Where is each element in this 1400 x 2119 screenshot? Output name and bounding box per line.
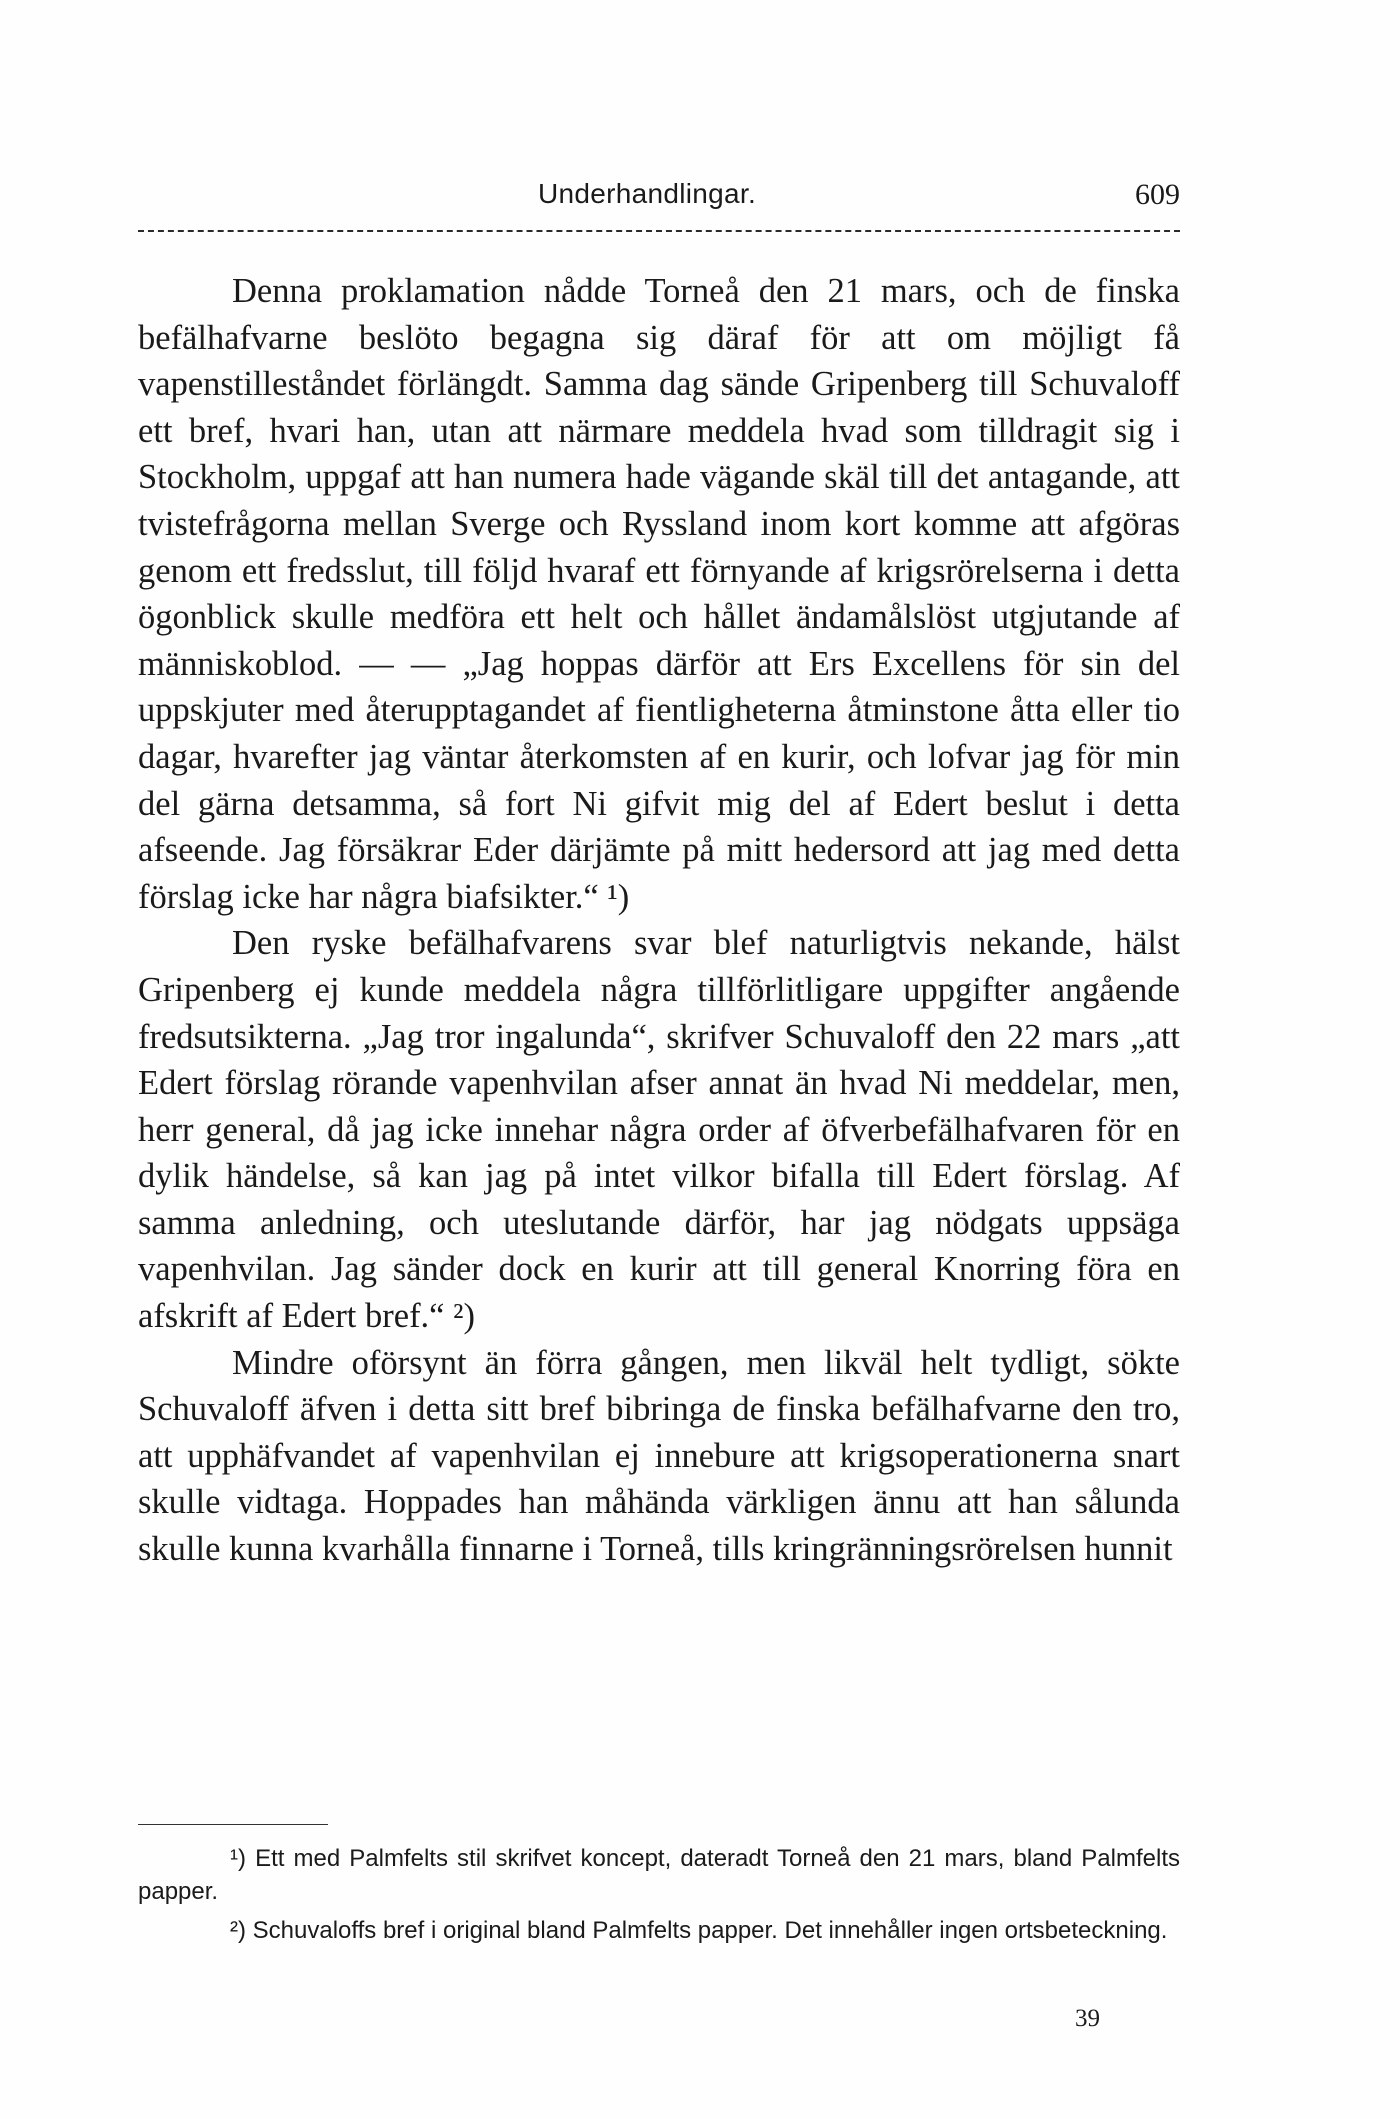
page-number: 609 [1135,178,1180,211]
footnote: ¹) Ett med Palmfelts stil skrifvet koncept, dateradt Torneå den 21 mars, bland Palmfelts papper. [138,1845,1180,1905]
footnote: ²) Schuvaloffs bref i original bland Palmfelts papper. Det innehåller ingen ortsbeteckning. [230,1917,1168,1944]
running-head: Underhandlingar. [538,178,757,209]
paragraph: Mindre oförsynt än förra gången, men likväl helt tydligt, sökte Schuvaloff äfven i detta sitt bref bibringa de finska befälhafvarne den tro, att upphäfvandet af vapenhvilan ej innebure att krigsoperationerna snart skulle vidtaga. Hoppades han måhända värkligen ännu att han sålunda skulle kunna kvarhålla finnarne i Torneå, tills kringränningsrörelsen hunnit [138,1343,1180,1569]
paragraph: Denna proklamation nådde Torneå den 21 mars, och de finska befälhafvarne beslöto begagna sig däraf för att om möjligt få vapenstilleståndet förlängdt. Samma dag sände Gripenberg till Schuvaloff ett bref, hvari han, utan att närmare meddela hvad som tilldragit sig i Stockholm, uppgaf att han numera hade vägande skäl till det antagande, att tvistefrågorna mellan Sverge och Ryssland inom kort komme att afgöras genom ett fredsslut, till följd hvaraf ett förnyande af krigsrörelserna i detta ögonblick skulle medföra ett helt och hållet ändamålslöst utgjutande af människoblod. — — „Jag hoppas därför att Ers Excellens för sin del uppskjuter med återupptagandet af fientligheterna åtminstone åtta eller tio dagar, hvarefter jag väntar återkomsten af en kurir, och lofvar jag för min del gärna detsamma, så fort Ni gifvit mig del af Edert beslut i detta afseende. Jag försäkrar Eder därjämte på mitt hedersord att jag med detta förslag icke har några biafsikter.“ ¹) [138,272,1180,916]
footnote-rule [138,1824,328,1825]
paragraph: Den ryske befälhafvarens svar blef naturligtvis nekande, hälst Gripenberg ej kunde meddela några tillförlitligare uppgifter angående fredsutsikterna. „Jag tror ingalunda“, skrifver Schuvaloff den 22 mars „att Edert förslag rörande vapenhvilan afser annat än hvad Ni meddelar, men, herr general, då jag icke innehar några order af öfverbefälhafvaren för en dylik händelse, så kan jag på intet vilkor bifalla till Edert förslag. Af samma anledning, och uteslutande därför, har jag nödgats uppsäga vapenhvilan. Jag sänder dock en kurir att till general Knorring föra en afskrift af Edert bref.“ ²) [138,924,1180,1336]
body-text [138,268,1180,1573]
page-header [138,178,1180,218]
header-rule [138,230,1180,232]
signature-mark: 39 [1075,2005,1100,2032]
footnotes [138,1842,1180,1953]
